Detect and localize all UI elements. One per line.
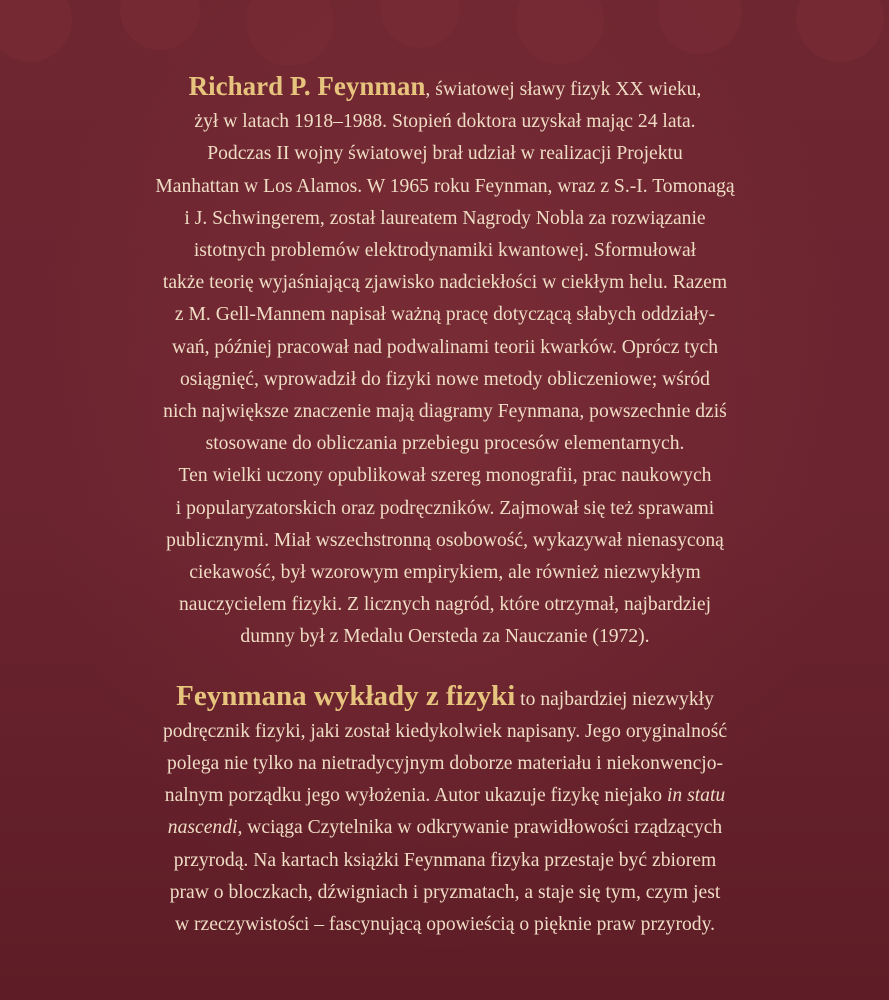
book-description-paragraph [80, 680, 810, 942]
bio-line: i J. Schwingerem, został laureatem Nagrody Nobla za rozwiązanie [184, 207, 706, 229]
bio-line: Podczas II wojny światowej brał udział w realizacji Projektu [207, 143, 683, 165]
description-line: podręcznik fizyki, jaki został kiedykolwiek napisany. Jego oryginalność [162, 720, 728, 742]
author-name-heading: Richard P. Feynman [188, 71, 426, 101]
bio-line: nich największe znaczenie mają diagramy Feynmana, powszechnie dziś [163, 401, 727, 423]
description-line: w rzeczywistości – fascynującą opowieścią o pięknie praw przyrody. [174, 914, 716, 936]
book-title-heading: Feynmana wykłady z fizyki [176, 679, 516, 712]
description-line: praw o bloczkach, dźwigniach i pryzmatach, a staje się tym, czym jest [169, 881, 721, 903]
description-line [80, 680, 810, 716]
bio-line: także teorię wyjaśniającą zjawisko nadciekłości w ciekłym helu. Razem [162, 272, 728, 294]
bio-line: wań, później pracował nad podwalinami teorii kwarków. Oprócz tych [171, 336, 719, 358]
description-first-line-rest: to najbardziej niezwykły [515, 688, 714, 710]
description-line: przyrodą. Na kartach książki Feynmana fizyka przestaje być zbiorem [173, 849, 717, 871]
description-line: polega nie tylko na nietradycyjnym doborze materiału i niekonwencjo- [166, 753, 724, 775]
bio-line: istotnych problemów elektrodynamiki kwantowej. Sformułował [193, 240, 697, 262]
latin-phrase-italic: in statu [666, 785, 726, 807]
bio-line [80, 70, 810, 106]
back-cover-text [80, 70, 810, 941]
bio-line: publicznymi. Miał wszechstronną osobowość, wykazywał nienasyconą [166, 529, 724, 551]
description-text: nalnym porządku jego wyłożenia. Autor ukazuje fizykę niejako [164, 785, 667, 807]
bio-line: ciekawość, był wzorowym empirykiem, ale również niezwykłym [189, 562, 701, 584]
decorative-dot-pattern [0, 0, 889, 80]
bio-first-line-rest: , światowej sławy fizyk XX wieku, [425, 79, 702, 100]
bio-line: żył w latach 1918–1988. Stopień doktora uzyskał mając 24 lata. [194, 111, 696, 133]
author-bio-paragraph [80, 70, 810, 654]
description-text: , wciąga Czytelnika w odkrywanie prawidłowości rządzących [237, 817, 723, 839]
bio-line: z M. Gell-Mannem napisał ważną pracę dotyczącą słabych oddziały- [174, 304, 716, 326]
bio-line: osiągnięć, wprowadził do fizyki nowe metody obliczeniowe; wśród [180, 368, 710, 390]
description-line [80, 812, 810, 844]
bio-line: Manhattan w Los Alamos. W 1965 roku Feynman, wraz z S.-I. Tomonagą [155, 175, 735, 197]
bio-line: dumny był z Medalu Oersteda za Nauczanie (1972). [240, 626, 650, 648]
bio-line: i popularyzatorskich oraz podręczników. Zajmował się też sprawami [175, 497, 715, 519]
latin-phrase-italic: nascendi [167, 817, 238, 839]
description-line [80, 780, 810, 812]
bio-line: Ten wielki uczony opublikował szereg monografii, prac naukowych [178, 465, 712, 487]
bio-line: stosowane do obliczania przebiegu procesów elementarnych. [205, 433, 685, 455]
bio-line: nauczycielem fizyki. Z licznych nagród, które otrzymał, najbardziej [178, 594, 712, 616]
